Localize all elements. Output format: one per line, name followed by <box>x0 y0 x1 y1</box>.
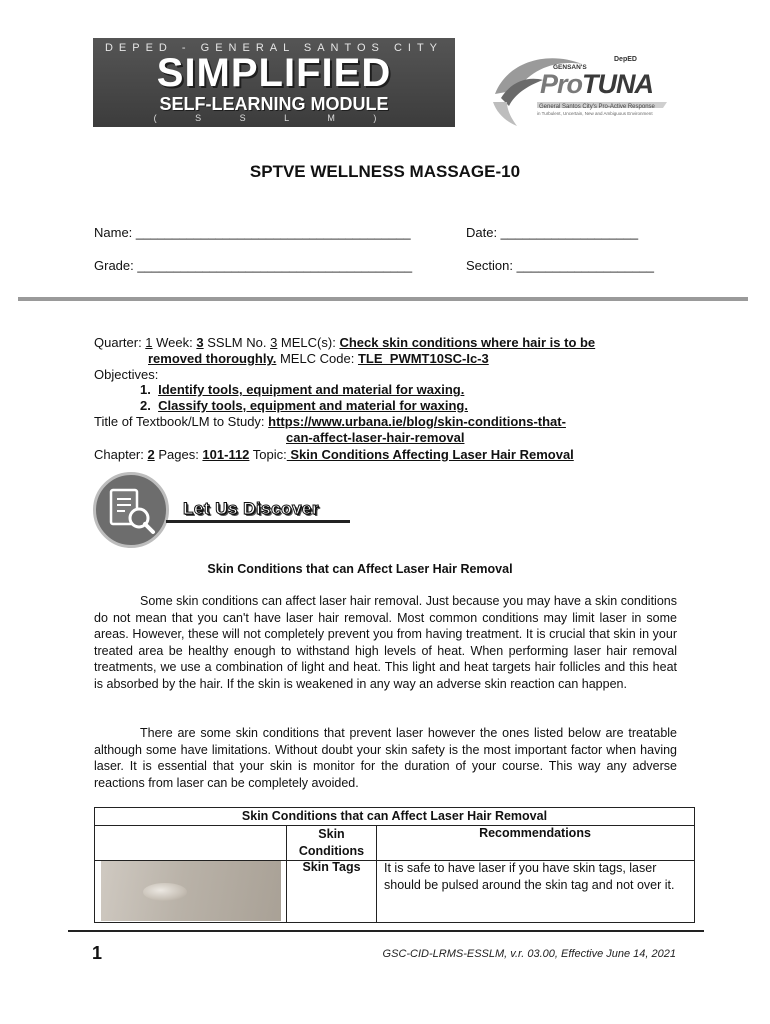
skin-tag-image <box>143 883 187 901</box>
quarter-value: 1 <box>145 335 153 350</box>
grade-field[interactable]: Grade: ______________________________________ <box>94 258 413 273</box>
banner-acronym: ( S S L M ) <box>153 113 395 123</box>
section-heading: Skin Conditions that can Affect Laser Hair Removal <box>207 562 513 576</box>
objective-item <box>140 382 464 398</box>
column-header-conditions <box>287 826 376 860</box>
header-divider <box>18 297 748 301</box>
quarter-label: Quarter: <box>94 335 146 350</box>
melc-line2: removed thoroughly. <box>148 351 277 366</box>
table-caption: Skin Conditions that can Affect Laser Hair Removal <box>241 809 548 823</box>
logo-tuna: TUNA <box>582 69 654 99</box>
document-title: SPTVE WELLNESS MASSAGE-10 <box>249 162 521 181</box>
week-label: Week: <box>152 335 197 350</box>
section-field[interactable]: Section: ___________________ <box>466 258 654 273</box>
sslm-label: SSLM No. <box>203 335 271 350</box>
skin-conditions-table <box>94 807 695 923</box>
table-row-condition: Skin Tags <box>302 860 361 874</box>
week-value: 3 <box>196 335 204 350</box>
textbook-label: Title of Textbook/LM to Study: <box>94 414 269 429</box>
column-header-conditions-line2: Conditions <box>298 844 365 858</box>
logo-tagline: General Santos City's Pro-Active Response <box>539 104 655 110</box>
discover-title: Let Us Discover <box>183 499 319 518</box>
name-field[interactable]: Name: ______________________________________ <box>94 225 411 240</box>
melc-code-label: MELC Code: <box>276 351 358 366</box>
banner-deped-line: DEPED - GENERAL SANTOS CITY <box>104 42 444 54</box>
column-header-conditions-line1: Skin <box>318 827 345 841</box>
chapter-value: 2 <box>147 447 155 462</box>
pages-value: 101-112 <box>202 447 250 462</box>
footer-code: GSC-CID-LRMS-ESSLM, v.r. 03.00, Effective June 14, 2021 <box>382 948 676 960</box>
topic-label: Topic: <box>249 447 287 462</box>
logo-pro: Pro <box>540 69 583 99</box>
skin-tag-photo <box>101 861 281 921</box>
protuna-logo <box>487 42 677 132</box>
sslm-banner <box>93 38 455 127</box>
logo-gensan: GENSAN'S <box>553 64 587 71</box>
objectives-label: Objectives: <box>94 367 159 382</box>
objective-number: 1. <box>140 382 151 397</box>
textbook-url-line2[interactable]: can-affect-laser-hair-removal <box>286 430 465 445</box>
objective-number: 2. <box>140 398 151 413</box>
discover-underline <box>166 520 350 523</box>
table-row-recommendation: It is safe to have laser if you have skin tags, laser should be pulsed around the skin tag and not over it. <box>384 861 675 892</box>
objective-text: Identify tools, equipment and material for waxing. <box>158 382 465 397</box>
objective-item <box>140 398 468 414</box>
paragraph: Some skin conditions can affect laser hair removal. Just because you may have a skin conditions do not mean that you can't have laser hair removal. Most common conditions may limit laser in some areas. However, these will not completely prevent you from having treatment. It is crucial that skin in your treated area be healthy enough to withstand high levels of heat. When performing laser hair removal treatments, we use a combination of light and heat. This light and heat targets hair follicles and this heat is absorbed by the hair. If the skin is weakened in any way an adverse skin reaction can happen. <box>94 594 677 691</box>
discover-badge <box>93 472 169 548</box>
melc-line1: Check skin conditions where hair is to be <box>339 335 596 350</box>
banner-module: SELF-LEARNING MODULE <box>159 94 389 114</box>
logo-deped: DepED <box>614 56 637 63</box>
chapter-label: Chapter: <box>94 447 148 462</box>
chapter-line <box>94 447 574 463</box>
objective-text: Classify tools, equipment and material for waxing. <box>158 398 468 413</box>
sslm-value: 3 <box>270 335 278 350</box>
textbook-url-continuation <box>286 430 464 446</box>
topic-value: Skin Conditions Affecting Laser Hair Removal <box>286 447 574 462</box>
quarter-line <box>94 335 595 351</box>
textbook-line <box>94 414 566 430</box>
melc-label: MELC(s): <box>277 335 340 350</box>
textbook-url-line1[interactable]: https://www.urbana.ie/blog/skin-conditions-that- <box>268 414 566 429</box>
date-field[interactable]: Date: ___________________ <box>466 225 639 240</box>
logo-subtagline: in Turbulent, Uncertain, New and Ambiguous Environment <box>537 111 653 116</box>
paragraph: There are some skin conditions that prevent laser however the ones listed below are treatable although some have limitations. Without doubt your skin safety is the most important factor when having laser. It is essential that your skin is monitor for the duration of your course. This way any adverse reactions from laser can be completely avoided. <box>94 726 677 790</box>
column-header-recommendations: Recommendations <box>479 826 591 840</box>
page-number: 1 <box>92 943 103 963</box>
footer-divider <box>68 930 704 932</box>
logo-protuna <box>540 69 653 100</box>
melc-continuation <box>148 351 489 367</box>
pages-label: Pages: <box>154 447 203 462</box>
document-search-icon <box>107 486 157 536</box>
banner-simplified: SIMPLIFIED <box>156 51 392 95</box>
melc-code: TLE_PWMT10SC-Ic-3 <box>357 351 489 366</box>
